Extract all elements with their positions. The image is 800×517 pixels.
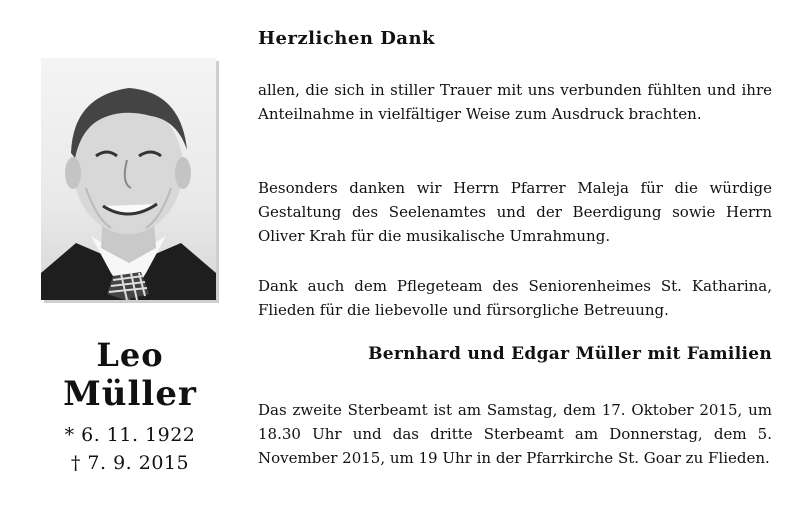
deceased-first-name: Leo [96,336,164,374]
portrait-photo [41,58,216,300]
thanks-paragraph: allen, die sich in stiller Trauer mit uns verbunden fühlten und ihre Anteilnahme in vielfältiger Weise zum Ausdruck brachten. [258,81,772,123]
deceased-last-name: Müller [63,374,197,414]
death-date: † 7. 9. 2015 [70,452,190,474]
care-team-thanks-paragraph: Dank auch dem Pflegeteam des Seniorenheimes St. Katharina, Flieden für die liebevolle und fürsorgliche Betreuung. [258,277,772,319]
special-thanks-paragraph: Besonders danken wir Herrn Pfarrer Maleja für die würdige Gestaltung des Seelenamtes und der Beerdigung sowie Herrn Oliver Krah für die musikalische Umrahmung. [258,179,772,245]
memorial-mass-info: Das zweite Sterbeamt ist am Samstag, dem 17. Oktober 2015, um 18.30 Uhr und das dritte Sterbeamt am Donnerstag, dem 5. November 2015, um 19 Uhr in der Pfarrkirche St. Goar zu Flieden. [258,401,772,467]
portrait-illustration [41,58,216,300]
family-signature: Bernhard und Edgar Müller mit Familien [368,344,772,364]
birth-date: * 6. 11. 1922 [64,424,196,446]
notice-heading: Herzlichen Dank [258,28,436,49]
